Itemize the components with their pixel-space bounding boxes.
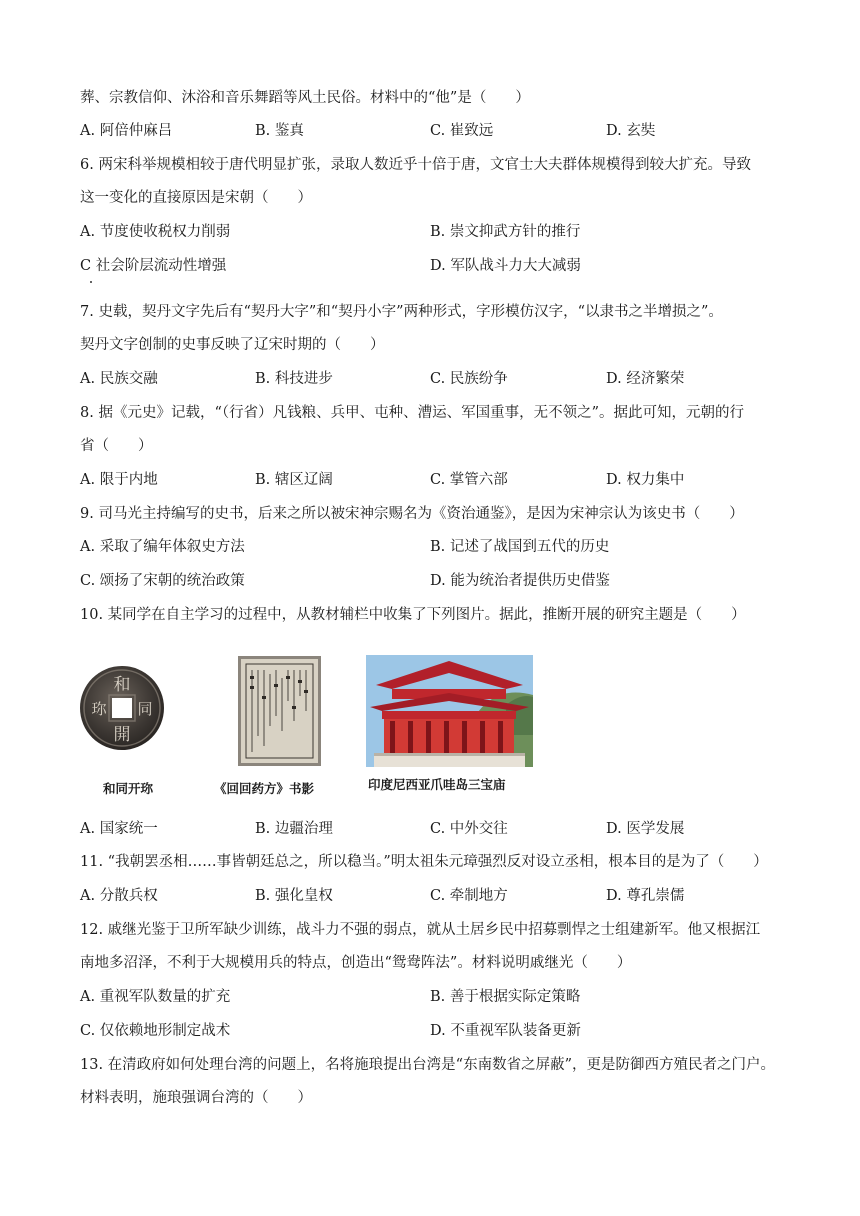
q13-stem-line1: 13. 在清政府如何处理台湾的问题上，名将施琅提出台湾是“东南数省之屏蔽”，更是防御西方殖民者之门户。 [80, 1057, 775, 1073]
q10-option-d[interactable]: D. 医学发展 [606, 821, 685, 837]
temple-image [366, 655, 533, 767]
q6-option-d[interactable]: D. 军队战斗力大大减弱 [430, 258, 581, 274]
coin-char-top: 和 [113, 675, 131, 695]
q10-option-c[interactable]: C. 中外交往 [430, 821, 508, 837]
q11-option-b[interactable]: B. 强化皇权 [255, 888, 333, 904]
q11-option-a[interactable]: A. 分散兵权 [80, 888, 158, 904]
q7-option-b[interactable]: B. 科技进步 [255, 371, 333, 387]
q5-option-a[interactable]: A. 阿倍仲麻吕 [80, 123, 173, 139]
coin-image [78, 664, 166, 752]
q12-stem-line2: 南地多沼泽，不利于大规模用兵的特点，创造出“鸳鸯阵法”。材料说明戚继光（ ） [80, 955, 632, 971]
q6-option-a[interactable]: A. 节度使收税权力削弱 [80, 224, 231, 240]
q11-option-d[interactable]: D. 尊孔崇儒 [606, 888, 685, 904]
temple-caption: 印度尼西亚爪哇岛三宝庙 [368, 777, 506, 792]
q8-option-b[interactable]: B. 辖区辽阔 [255, 472, 333, 488]
q12-option-a[interactable]: A. 重视军队数量的扩充 [80, 989, 231, 1005]
book-page-image [238, 656, 321, 766]
q11-option-c[interactable]: C. 牵制地方 [430, 888, 508, 904]
q5-option-c[interactable]: C. 崔致远 [430, 123, 494, 139]
q7-stem-line2: 契丹文字创制的史事反映了辽宋时期的（ ） [80, 337, 385, 353]
q9-option-d[interactable]: D. 能为统治者提供历史借鉴 [430, 573, 610, 589]
q10-option-a[interactable]: A. 国家统一 [80, 821, 158, 837]
coin-char-bottom: 開 [113, 725, 131, 745]
q5-option-d[interactable]: D. 玄奘 [606, 123, 656, 139]
book-caption: 《回回药方》书影 [214, 781, 315, 796]
q8-stem-line1: 8. 据《元史》记载，“（行省）凡钱粮、兵甲、屯种、漕运、军国重事，无不领之”。据此可知，元朝的行 [80, 405, 745, 421]
q7-option-a[interactable]: A. 民族交融 [80, 371, 158, 387]
q10-option-b[interactable]: B. 边疆治理 [255, 821, 333, 837]
q7-stem-line1: 7. 史载，契丹文字先后有“契丹大字”和“契丹小字”两种形式，字形模仿汉字，“以隶书之半增损之”。 [80, 304, 723, 320]
q11-stem-line1: 11. “我朝罢丞相……事皆朝廷总之，所以稳当。”明太祖朱元璋强烈反对设立丞相，根本目的是为了（ ） [80, 854, 768, 870]
q9-stem-line1: 9. 司马光主持编写的史书，后来之所以被宋神宗赐名为《资治通鉴》，是因为宋神宗认为该史书（ ） [80, 506, 744, 522]
coin-char-right: 同 [137, 700, 153, 718]
q10-stem-line1: 10. 某同学在自主学习的过程中，从教材辅栏中收集了下列图片。据此，推断开展的研究主题是（ ） [80, 607, 746, 623]
coin-char-left: 珎 [91, 700, 107, 718]
q8-option-a[interactable]: A. 限于内地 [80, 472, 158, 488]
q8-stem-line2: 省（ ） [80, 438, 153, 454]
q12-option-b[interactable]: B. 善于根据实际定策略 [430, 989, 581, 1005]
q8-option-d[interactable]: D. 权力集中 [606, 472, 685, 488]
q6-option-c[interactable]: C 社会阶层流动性增强 [80, 258, 227, 274]
q12-option-d[interactable]: D. 不重视军队装备更新 [430, 1023, 581, 1039]
q5-stem-tail: 葬、宗教信仰、沐浴和音乐舞蹈等风土民俗。材料中的“他”是（ ） [80, 90, 530, 106]
q13-stem-line2: 材料表明，施琅强调台湾的（ ） [80, 1090, 312, 1106]
q9-option-c[interactable]: C. 颂扬了宋朝的统治政策 [80, 573, 245, 589]
q9-option-a[interactable]: A. 采取了编年体叙史方法 [80, 539, 245, 555]
q6-stem-line2: 这一变化的直接原因是宋朝（ ） [80, 190, 312, 206]
q8-option-c[interactable]: C. 掌管六部 [430, 472, 508, 488]
q6-stem-line1: 6. 两宋科举规模相较于唐代明显扩张，录取人数近乎十倍于唐，文官士大夫群体规模得到较大扩充。导致 [80, 157, 751, 173]
q7-option-c[interactable]: C. 民族纷争 [430, 371, 508, 387]
q5-option-b[interactable]: B. 鉴真 [255, 123, 304, 139]
q6-option-b[interactable]: B. 崇文抑武方针的推行 [430, 224, 581, 240]
q12-stem-line1: 12. 戚继光鉴于卫所军缺少训练，战斗力不强的弱点，就从土居乡民中招募剽悍之士组建新军。他又根据江 [80, 922, 761, 938]
q12-option-c[interactable]: C. 仅依赖地形制定战术 [80, 1023, 231, 1039]
coin-caption: 和同开珎 [103, 781, 154, 796]
stray-dot [90, 281, 92, 283]
q9-option-b[interactable]: B. 记述了战国到五代的历史 [430, 539, 610, 555]
q7-option-d[interactable]: D. 经济繁荣 [606, 371, 685, 387]
